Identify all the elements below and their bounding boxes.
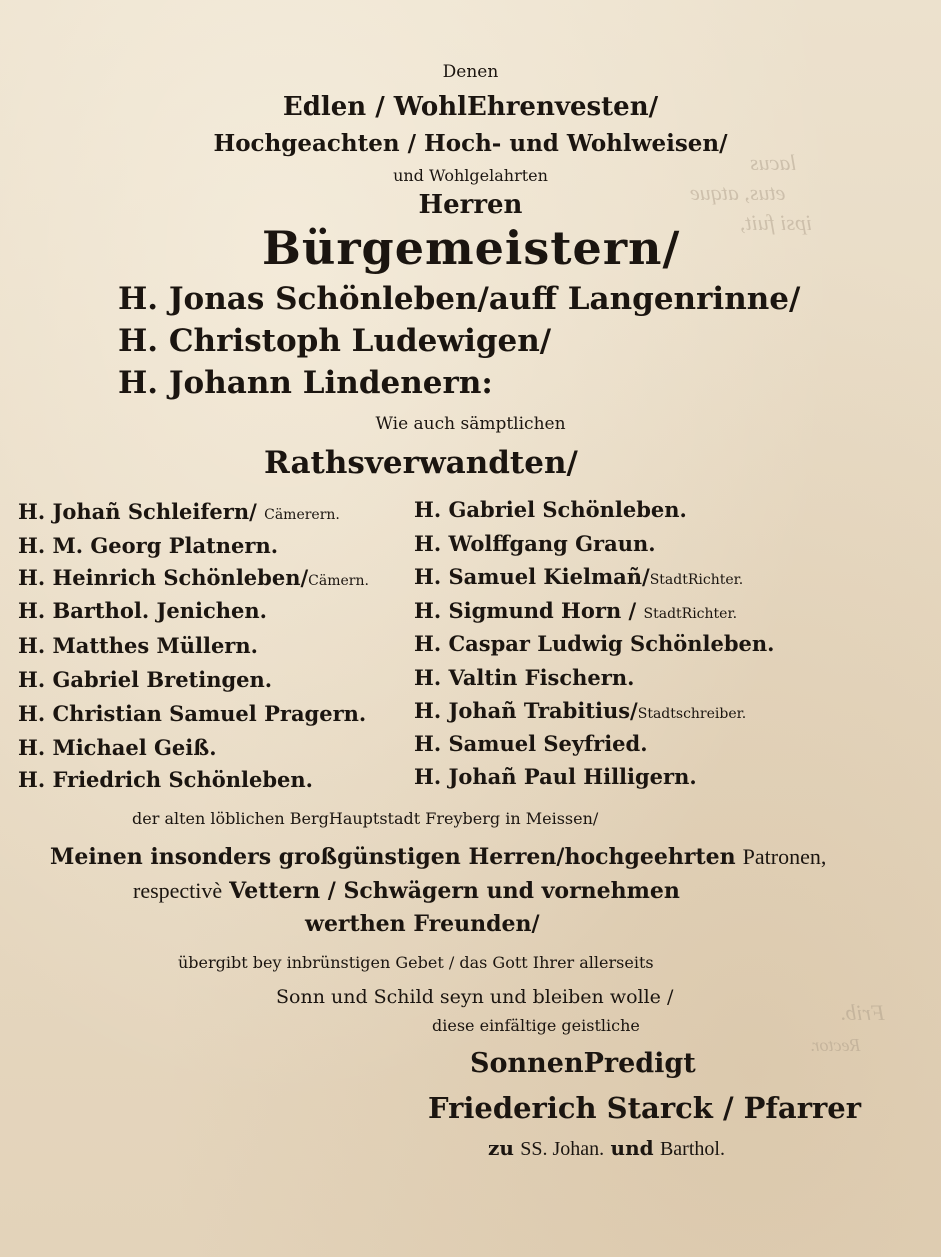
council-member: H. Heinrich Schönleben/Cämern.: [18, 565, 369, 590]
bleed-through-text: ipsi fuit,: [740, 210, 813, 235]
honorific-line: Herren: [418, 190, 523, 220]
council-member: H. Caspar Ludwig Schönleben.: [414, 631, 775, 656]
presentation-line: Sonn und Schild seyn und bleiben wolle /: [276, 986, 674, 1008]
council-member: H. Matthes Müllern.: [18, 633, 258, 658]
council-member: H. Wolffgang Graun.: [414, 531, 656, 556]
mayor-entry: H. Christoph Ludewigen/: [118, 323, 552, 359]
council-member: H. Michael Geiß.: [18, 735, 217, 760]
council-member: H. M. Georg Platnern.: [18, 533, 279, 558]
author-place: zu SS. Johan. und Barthol.: [488, 1136, 725, 1160]
patrons-line: Meinen insonders großgünstigen Herren/hochgeehrten Patronen,: [50, 844, 827, 870]
bleed-through-text: lacus: [750, 150, 797, 175]
patrons-line: werthen Freunden/: [305, 911, 540, 937]
council-member: H. Gabriel Bretingen.: [18, 667, 273, 692]
city-line: der alten löblichen BergHauptstadt Freyberg in Meissen/: [132, 809, 599, 828]
honorific-line: Hochgeachten / Hoch- und Wohlweisen/: [213, 130, 728, 157]
mayors-heading: Bürgemeistern/: [262, 221, 681, 275]
council-member: H. Samuel Seyfried.: [414, 731, 648, 756]
honorific-line: Edlen / WohlEhrenvesten/: [282, 92, 659, 122]
council-heading: Rathsverwandten/: [264, 445, 578, 481]
mayor-entry: H. Johann Lindenern:: [118, 365, 493, 401]
author-name: Friederich Starck / Pfarrer: [428, 1091, 861, 1125]
council-member: H. Friedrich Schönleben.: [18, 767, 313, 792]
council-member: H. Christian Samuel Pragern.: [18, 701, 367, 726]
council-member: H. Sigmund Horn / StadtRichter.: [414, 598, 738, 623]
council-member: H. Johañ Paul Hilligern.: [414, 764, 697, 789]
bleed-through-text: Frib.: [840, 1000, 885, 1025]
council-member: H. Gabriel Schönleben.: [414, 497, 687, 522]
council-member: H. Johañ Trabitius/Stadtschreiber.: [414, 698, 747, 723]
council-member: H. Barthol. Jenichen.: [18, 598, 267, 623]
council-member: H. Samuel Kielmañ/StadtRichter.: [414, 564, 744, 589]
bleed-through-text: etus, atque: [690, 180, 786, 205]
council-member: H. Valtin Fischern.: [414, 665, 635, 690]
honorific-line: und Wohlgelahrten: [393, 166, 548, 185]
mayor-entry: H. Jonas Schönleben/auff Langenrinne/: [118, 281, 801, 317]
presentation-line: diese einfältige geistliche: [432, 1016, 640, 1035]
patrons-line: respectivè Vettern / Schwägern und vornehmen: [133, 878, 680, 904]
council-intro: Wie auch sämptlichen: [375, 414, 566, 434]
council-member: H. Johañ Schleifern/ Cämerern.: [18, 499, 340, 524]
work-title: SonnenPredigt: [470, 1048, 696, 1079]
dedication-opening: Denen: [442, 62, 499, 82]
presentation-line: übergibt bey inbrünstigen Gebet / das Gott Ihrer allerseits: [178, 953, 654, 972]
bleed-through-text: Rector.: [810, 1035, 861, 1055]
